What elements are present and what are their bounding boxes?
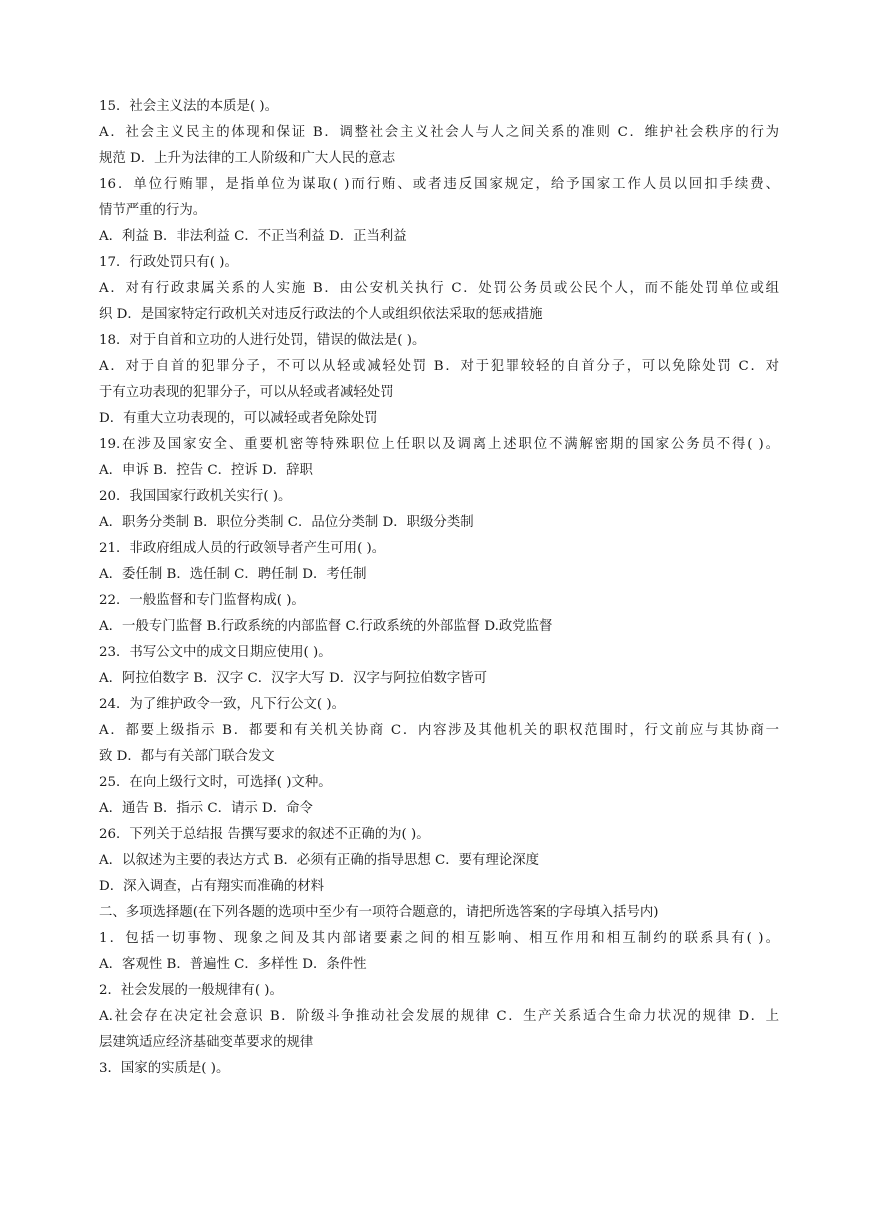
question-26-options-line-1: A．以叙述为主要的表达方式 B．必须有正确的指导思想 C．要有理论深度 <box>99 853 539 868</box>
question-17: 17．行政处罚只有( )。 <box>99 255 238 270</box>
question-20-options: A．职务分类制 B．职位分类制 C．品位分类制 D．职级分类制 <box>99 515 474 530</box>
question-15: 15．社会主义法的本质是( )。 <box>99 99 279 114</box>
question-16-options: A．利益 B．非法利益 C．不正当利益 D．正当利益 <box>99 229 407 244</box>
question-24: 24．为了维护政令一致，凡下行公文( )。 <box>99 697 345 712</box>
multi-question-2-options-line-1: A.社会存在决定社会意识 B．阶级斗争推动社会发展的规律 C．生产关系适合生命力状况的规律 D．上 <box>99 1009 779 1024</box>
question-24-options-line-1: A．都要上级指示 B．都要和有关机关协商 C．内容涉及其他机关的职权范围时，行文前应与其协商一 <box>99 723 779 738</box>
question-16-line-1: 16．单位行贿罪，是指单位为谋取( )而行贿、或者违反国家规定，给予国家工作人员以回扣手续费、 <box>99 177 779 192</box>
question-25: 25．在向上级行文时，可选择( )文种。 <box>99 775 332 790</box>
question-18: 18．对于自首和立功的人进行处罚，错误的做法是( )。 <box>99 333 426 348</box>
question-26-options-line-2: D．深入调查，占有翔实而准确的材料 <box>99 879 324 894</box>
question-15-options-line-2: 规范 D．上升为法律的工人阶级和广大人民的意志 <box>99 151 396 166</box>
question-26: 26．下列关于总结报 告撰写要求的叙述不正确的为( )。 <box>99 827 430 842</box>
question-21-options: A．委任制 B．选任制 C．聘任制 D．考任制 <box>99 567 367 582</box>
question-19: 19.在涉及国家安全、重要机密等特殊职位上任职以及调离上述职位不满解密期的国家公务员不得( )。 <box>99 437 779 452</box>
section-heading-multiple-choice: 二、多项选择题(在下列各题的选项中至少有一项符合题意的，请把所选答案的字母填入括号内) <box>99 905 659 920</box>
question-18-options-line-2: 于有立功表现的犯罪分子，可以从轻或者减轻处罚 <box>99 385 394 400</box>
question-18-options-line-1: A．对于自首的犯罪分子，不可以从轻或减轻处罚 B．对于犯罪较轻的自首分子，可以免除处罚 C．对 <box>99 359 779 374</box>
question-15-options-line-1: A．社会主义民主的体现和保证 B．调整社会主义社会人与人之间关系的准则 C．维护社会秩序的行为 <box>99 125 779 140</box>
multi-question-1-options: A．客观性 B．普遍性 C．多样性 D．条件性 <box>99 957 367 972</box>
multi-question-3: 3．国家的实质是( )。 <box>99 1061 230 1076</box>
question-23-options: A．阿拉伯数字 B．汉字 C．汉字大写 D．汉字与阿拉伯数字皆可 <box>99 671 488 686</box>
question-23: 23．书写公文中的成文日期应使用( )。 <box>99 645 332 660</box>
multi-question-2-options-line-2: 层建筑适应经济基础变革要求的规律 <box>99 1035 314 1050</box>
question-19-options: A．申诉 B．控告 C．控诉 D．辞职 <box>99 463 313 478</box>
question-17-options-line-1: A．对有行政隶属关系的人实施 B．由公安机关执行 C．处罚公务员或公民个人，而不能处罚单位或组 <box>99 281 779 296</box>
multi-question-2: 2．社会发展的一般规律有( )。 <box>99 983 283 998</box>
question-22-options: A．一般专门监督 B.行政系统的内部监督 C.行政系统的外部监督 D.政党监督 <box>99 619 553 634</box>
question-20: 20．我国国家行政机关实行( )。 <box>99 489 292 504</box>
question-24-options-line-2: 致 D．都与有关部门联合发文 <box>99 749 275 764</box>
question-17-options-line-2: 织 D．是国家特定行政机关对违反行政法的个人或组织依法采取的惩戒措施 <box>99 307 543 322</box>
question-18-options-line-3: D．有重大立功表现的，可以减轻或者免除处罚 <box>99 411 378 426</box>
question-16-line-2: 情节严重的行为。 <box>99 203 207 218</box>
document-body <box>99 94 779 1082</box>
question-21: 21．非政府组成人员的行政领导者产生可用( )。 <box>99 541 386 556</box>
question-22: 22．一般监督和专门监督构成( )。 <box>99 593 305 608</box>
multi-question-1: 1．包括一切事物、现象之间及其内部诸要素之间的相互影响、相互作用和相互制约的联系具有( )。 <box>99 931 779 946</box>
question-25-options: A．通告 B．指示 C．请示 D．命令 <box>99 801 313 816</box>
